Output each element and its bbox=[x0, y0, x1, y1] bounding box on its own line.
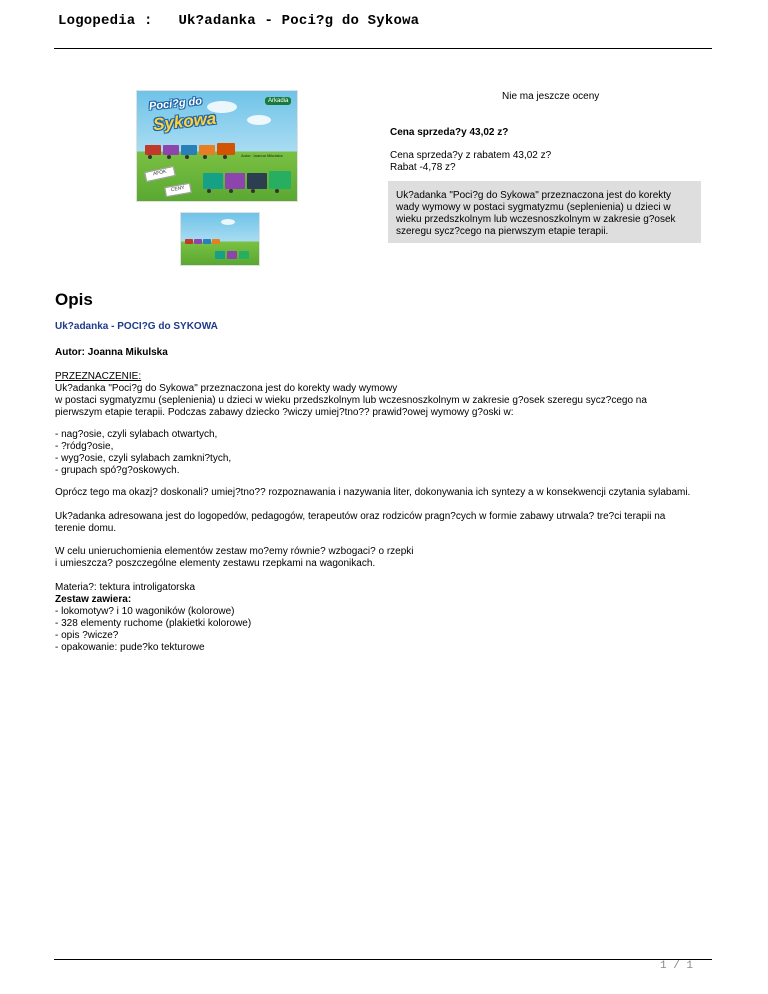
product-logo-line2: Sykowa bbox=[152, 108, 218, 135]
list-item: - ?ródg?osie, bbox=[55, 441, 114, 452]
positions-list bbox=[55, 429, 725, 477]
sale-price: Cena sprzeda?y 43,02 z? bbox=[390, 127, 509, 138]
short-description-box bbox=[388, 181, 701, 243]
material-line: Materia?: tektura introligatorska bbox=[55, 582, 196, 593]
page-title: Uk?adanka - Poci?g do Sykowa bbox=[178, 13, 420, 29]
audience-line: terenie domu. bbox=[55, 523, 117, 534]
list-item: - opakowanie: pude?ko tekturowe bbox=[55, 642, 205, 653]
header-divider bbox=[54, 48, 712, 49]
short-description-text: Uk?adanka "Poci?g do Sykowa" przeznaczona jest do korekty wady wymowy w postaci sygmatyzmu (seplenienia) u dzieci w wieku przedszkolnym lub wczesnoszkolnym w zakresie g?osek szeregu sycz?cego na pierwszym etapie terapii. bbox=[396, 190, 676, 237]
footer-divider bbox=[54, 959, 712, 960]
extra-text: Oprócz tego ma okazj? doskonali? umiej?tno?? rozpoznawania i nazywania liter, dokonywania ich syntezy a w konsekwencji czytania sylabami. bbox=[55, 487, 691, 498]
list-item: - wyg?osie, czyli sylabach zamkni?tych, bbox=[55, 453, 232, 464]
product-name: Uk?adanka - POCI?G do SYKOWA bbox=[55, 321, 218, 332]
extra-paragraph bbox=[55, 487, 725, 499]
list-item: - opis ?wicze? bbox=[55, 630, 119, 641]
sample-card-1: AFOK bbox=[144, 166, 175, 182]
audience-line: Uk?adanka adresowana jest do logopedów, pedagogów, terapeutów oraz rodziców pragn?cych w formie zabawy utrwala? tre?ci terapii na bbox=[55, 511, 666, 522]
list-item: - grupach spó?g?oskowych. bbox=[55, 465, 180, 476]
purpose-line: Uk?adanka "Poci?g do Sykowa" przeznaczona jest do korekty wady wymowy bbox=[55, 383, 398, 394]
purpose-paragraph bbox=[55, 371, 725, 419]
product-image-thumbnail[interactable] bbox=[180, 212, 260, 266]
fixing-paragraph bbox=[55, 546, 725, 570]
list-item: - nag?osie, czyli sylabach otwartych, bbox=[55, 429, 218, 440]
discount-amount: Rabat -4,78 z? bbox=[390, 162, 456, 173]
description-heading: Opis bbox=[55, 290, 93, 309]
fixing-line: i umieszcza? poszczególne elementy zestawu rzepkami na wagonikach. bbox=[55, 558, 376, 569]
author-line: Autor: Joanna Mikulska bbox=[55, 347, 168, 358]
publisher-badge: Arkadia bbox=[265, 97, 291, 105]
list-item: - 328 elementy ruchome (plakietki kolorowe) bbox=[55, 618, 252, 629]
fixing-line: W celu unieruchomienia elementów zestaw mo?emy równie? wzbogaci? o rzepki bbox=[55, 546, 414, 557]
purpose-line: pierwszym etapie terapii. Podczas zabawy dziecko ?wiczy umiej?tno?? prawid?owej wymowy g?oski w: bbox=[55, 407, 514, 418]
discount-price: Cena sprzeda?y z rabatem 43,02 z? bbox=[390, 150, 552, 161]
site-name: Logopedia : bbox=[58, 13, 153, 29]
contents-label: Zestaw zawiera: bbox=[55, 594, 132, 605]
product-image-main bbox=[136, 90, 298, 202]
purpose-label: PRZEZNACZENIE: bbox=[55, 371, 142, 382]
sample-card-2: CENY bbox=[164, 183, 191, 197]
contents-paragraph bbox=[55, 582, 725, 654]
list-item: - lokomotyw? i 10 wagoników (kolorowe) bbox=[55, 606, 235, 617]
purpose-line: w postaci sygmatyzmu (seplenienia) u dzieci w wieku przedszkolnym lub wczesnoszkolnym w zakresie g?osek szeregu sycz?cego na bbox=[55, 395, 647, 406]
author-caption: Autor: Joanna Mikulska bbox=[241, 153, 283, 158]
page-header bbox=[58, 13, 419, 29]
audience-paragraph bbox=[55, 511, 725, 535]
page-number: 1 / 1 bbox=[660, 960, 694, 972]
product-logo-line1: Poci?g do bbox=[148, 95, 203, 113]
discount-block bbox=[390, 150, 551, 174]
rating-status: Nie ma jeszcze oceny bbox=[502, 91, 600, 102]
